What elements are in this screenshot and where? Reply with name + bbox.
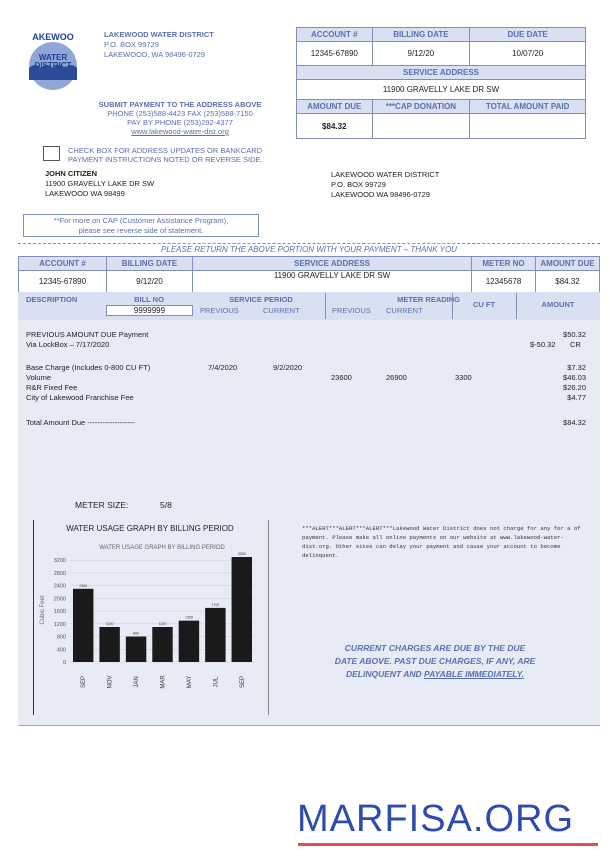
meter-size-label: METER SIZE: — [75, 500, 129, 510]
submit-phone: PHONE (253)588-4423 FAX (253)588-7150 — [107, 109, 253, 118]
line-city-desc: City of Lakewood Franchise Fee — [26, 393, 134, 402]
checkbox-label-1: CHECK BOX FOR ADDRESS UPDATES OR BANKCARD — [68, 146, 263, 155]
line-total-amount: $84.32 — [563, 418, 586, 427]
line-lockbox-amount: $-50.32 — [530, 340, 556, 349]
header-period-previous: PREVIOUS — [200, 306, 239, 315]
due-notice-2: DATE ABOVE. PAST DUE CHARGES, IF ANY, ARE — [334, 656, 536, 666]
due-date: 10/07/20 — [470, 42, 586, 66]
header-amount: AMOUNT — [541, 300, 575, 309]
district-logo — [20, 26, 86, 92]
stub-header-amount: AMOUNT DUE — [536, 257, 600, 271]
checkbox-label-2: PAYMENT INSTRUCTIONS NOTED OR REVERSE SIDE. — [68, 155, 263, 164]
bar-jul — [205, 608, 225, 662]
line-lockbox-cr: CR — [570, 340, 581, 349]
y-tick-label: 1200 — [53, 621, 66, 628]
y-tick-label: 2000 — [53, 596, 66, 603]
header-total-paid: TOTAL AMOUNT PAID — [470, 100, 586, 114]
header-amount-due: AMOUNT DUE — [297, 100, 373, 114]
customer-address — [45, 169, 154, 199]
header-reading-previous: PREVIOUS — [332, 306, 371, 315]
stub-amount-due: $84.32 — [536, 271, 600, 293]
stub-header-billing: BILLING DATE — [107, 257, 193, 271]
alert-text: ***ALERT***ALERT***ALERT***Lakewood Water District does not charge for any for a of payment. Please make all online payments on our website at www.lakewood-water-dist.org. Other sites can delay your payment and cause your account to become delinquent. — [302, 525, 581, 559]
line-lockbox-desc: Via LockBox – 7/17/2020 — [26, 340, 110, 349]
line-previous-desc: PREVIOUS AMOUNT DUE Payment — [26, 330, 149, 339]
header-bill-no: BILL NO — [134, 295, 164, 304]
x-tick-label: SEP — [81, 675, 88, 689]
line-rr-amount: $26.20 — [563, 383, 586, 392]
line-base-prev: 7/4/2020 — [208, 363, 238, 372]
bar-value-label: 3300 — [237, 552, 246, 556]
stub-header-meter: METER NO — [472, 257, 536, 271]
svg-text:WATER: WATER — [38, 53, 68, 62]
line-volume-cuft: 3300 — [455, 373, 472, 382]
header-period-current: CURRENT — [263, 306, 300, 315]
y-tick-label: 2400 — [53, 583, 66, 590]
due-notice-3: DELINQUENT AND — [345, 669, 425, 679]
account-number: 12345-67890 — [297, 42, 373, 66]
bar-mar — [152, 627, 172, 662]
stub-meter-no: 12345678 — [472, 271, 536, 293]
bar-may — [179, 621, 199, 662]
svg-text:DISTRICT: DISTRICT — [34, 61, 72, 70]
customer-name: JOHN CITIZEN — [45, 169, 98, 178]
stub-header-account: ACCOUNT # — [19, 257, 107, 271]
account-summary-table — [296, 27, 586, 139]
bar-value-label: 2300 — [79, 583, 88, 588]
pay-by-phone: PAY BY PHONE (253)292-4377 — [127, 118, 233, 127]
due-notice — [310, 642, 560, 681]
customer-street: 11900 GRAVELLY LAKE DR SW — [45, 179, 155, 188]
x-tick-label: MAY — [186, 675, 193, 689]
header-billing-date: BILLING DATE — [372, 28, 470, 42]
header-reading-current: CURRENT — [386, 306, 423, 315]
header-service-period: SERVICE PERIOD — [229, 295, 293, 304]
stub-service-address: 11900 GRAVELLY LAKE DR SW — [193, 271, 472, 293]
line-volume-curr: 26900 — [386, 373, 407, 382]
line-base-amount: $7.32 — [567, 363, 586, 372]
header-meter-reading: METER READING — [397, 295, 460, 304]
x-tick-label: JAN — [134, 676, 141, 688]
x-tick-label: MAR — [160, 675, 167, 689]
header-cuft: CU FT — [472, 300, 496, 309]
header-cap-donation: ***CAP DONATION — [372, 100, 470, 114]
y-axis-label: Cubic Feet — [40, 595, 46, 625]
total-paid-field[interactable] — [470, 114, 586, 139]
checkbox-label — [68, 146, 263, 164]
x-tick-label: SEP — [239, 675, 246, 689]
submit-title: SUBMIT PAYMENT TO THE ADDRESS ABOVE — [98, 100, 262, 109]
watermark-underline — [298, 843, 598, 846]
svg-text:AKEWOO: AKEWOO — [32, 32, 74, 42]
bar-value-label: 800 — [133, 631, 139, 636]
y-tick-label: 400 — [56, 647, 66, 654]
submit-info — [70, 100, 290, 136]
due-notice-payable: PAYABLE IMMEDIATELY. — [424, 669, 525, 679]
line-city-amount: $4.77 — [567, 393, 586, 402]
watermark: MARFISA.ORG — [297, 798, 575, 840]
stub-header-service: SERVICE ADDRESS — [193, 257, 472, 271]
cap-note — [23, 214, 259, 237]
bar-value-label: 1700 — [211, 602, 220, 607]
mail-to-address — [331, 170, 439, 200]
header-account: ACCOUNT # — [297, 28, 373, 42]
stub-billing-date: 9/12/20 — [107, 271, 193, 293]
tear-line — [18, 243, 600, 244]
mail-to-name: LAKEWOOD WATER DISTRICT — [331, 170, 440, 179]
header-description: DESCRIPTION — [26, 295, 78, 304]
x-tick-label: JUL — [213, 676, 220, 688]
address-update-checkbox[interactable] — [43, 146, 60, 161]
mail-to-box: P.O. BOX 99729 — [331, 180, 386, 189]
line-volume-amount: $46.03 — [563, 373, 586, 382]
amount-due: $84.32 — [297, 114, 373, 139]
line-volume-desc: Volume — [26, 373, 52, 382]
y-tick-label: 3200 — [53, 558, 66, 565]
y-tick-label: 800 — [56, 634, 66, 641]
line-base-desc: Base Charge (Includes 0-800 CU FT) — [26, 363, 151, 372]
remit-city: LAKEWOOD, WA 98496-0729 — [104, 50, 206, 59]
header-service-address: SERVICE ADDRESS — [297, 66, 586, 80]
y-tick-label: 2800 — [53, 570, 66, 577]
mail-to-city: LAKEWOOD WA 98496-0729 — [331, 190, 430, 199]
bar-nov — [99, 627, 119, 662]
bill-no-value: 9999999 — [106, 305, 193, 316]
stub-account: 12345-67890 — [19, 271, 107, 293]
stub-table — [18, 256, 600, 293]
return-note: PLEASE RETURN THE ABOVE PORTION WITH YOUR PAYMENT – THANK YOU — [161, 245, 457, 254]
meter-size-value: 5/8 — [160, 500, 172, 510]
line-base-curr: 9/2/2020 — [273, 363, 303, 372]
bar-value-label: 1300 — [185, 615, 193, 620]
cap-donation-field[interactable] — [372, 114, 470, 139]
line-previous-amount: $50.32 — [563, 330, 586, 339]
due-notice-1: CURRENT CHARGES ARE DUE BY THE DUE — [344, 643, 526, 653]
line-rr-desc: R&R Fixed Fee — [26, 383, 78, 392]
service-address: 11900 GRAVELLY LAKE DR SW — [297, 80, 586, 100]
remit-name: LAKEWOOD WATER DISTRICT — [104, 30, 214, 39]
bar-sep — [73, 589, 93, 662]
bar-jan — [126, 637, 146, 662]
remit-box: P.O. BOX 99729 — [104, 40, 159, 49]
chart-border-right — [268, 520, 269, 715]
y-tick-label: 1600 — [53, 609, 66, 616]
bar-sep — [232, 557, 252, 662]
y-tick-label: 0 — [62, 660, 66, 666]
usage-chart — [30, 535, 265, 715]
website-link[interactable]: www.lakewood-water-dist.org — [131, 127, 229, 136]
customer-city: LAKEWOOD WA 98499 — [45, 189, 125, 198]
cap-note-1: **For more on CAP (Customer Assistance Program), — [53, 216, 229, 225]
chart-subtitle: WATER USAGE GRAPH BY BILLING PERIOD — [99, 545, 225, 551]
line-total-desc: Total Amount Due ------------------- — [26, 418, 135, 427]
divider — [325, 293, 326, 319]
cap-note-2: please see reverse side of statement. — [78, 226, 204, 235]
x-tick-label: NOV — [107, 675, 114, 689]
chart-title: WATER USAGE GRAPH BY BILLING PERIOD — [66, 524, 234, 533]
bar-value-label: 1100 — [158, 622, 167, 626]
line-volume-prev: 23600 — [331, 373, 352, 382]
bar-value-label: 1100 — [105, 622, 114, 626]
remit-address — [104, 30, 214, 60]
billing-date: 9/12/20 — [372, 42, 470, 66]
header-due-date: DUE DATE — [470, 28, 586, 42]
